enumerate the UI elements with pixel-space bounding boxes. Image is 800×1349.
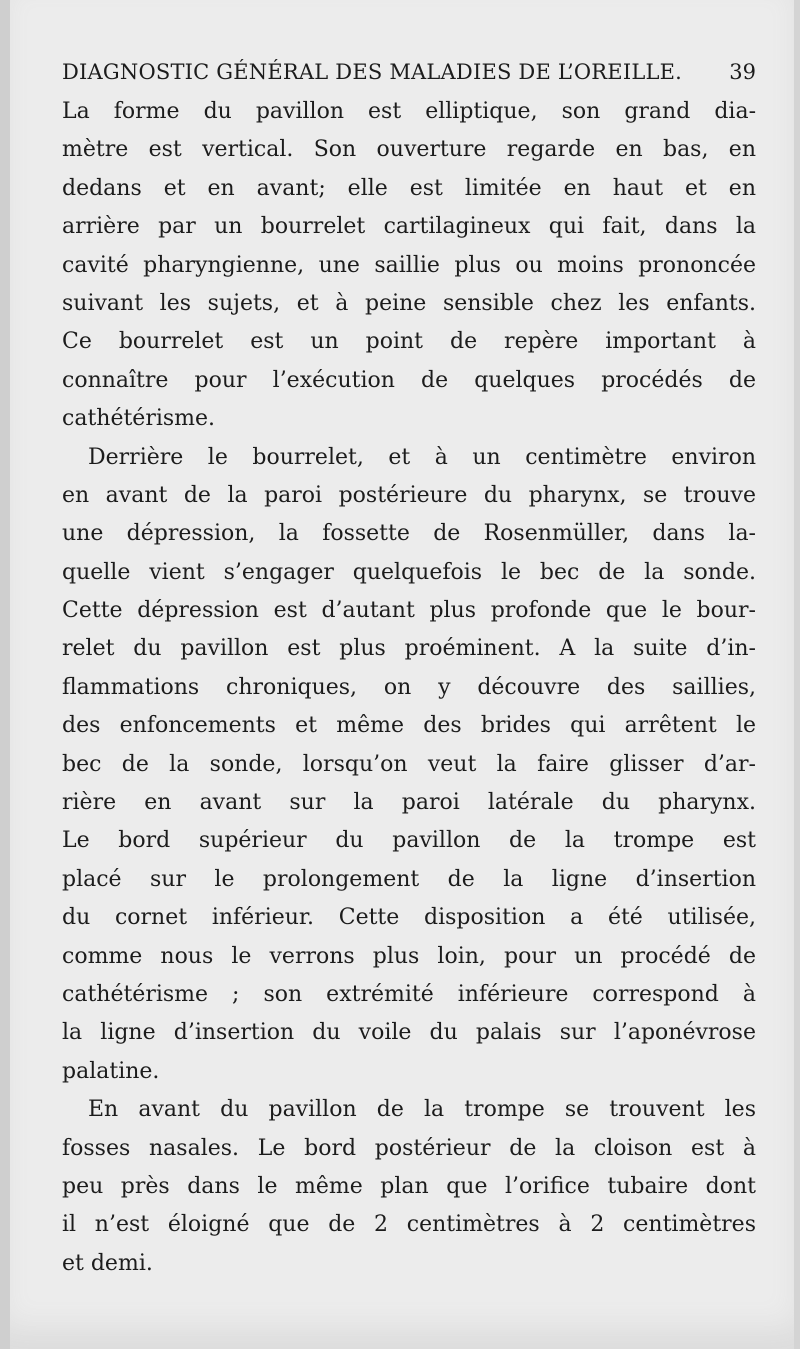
- running-header: [62, 50, 756, 94]
- page-number: 39: [729, 60, 756, 84]
- text-line: arrière par un bourrelet cartilagineux qui fait, dans la: [62, 214, 756, 240]
- text-line: en avant de la paroi postérieure du pharynx, se trouve: [62, 482, 756, 508]
- text-line: La forme du pavillon est elliptique, son grand dia-: [62, 99, 756, 124]
- text-line: comme nous le verrons plus loin, pour un procédé de: [62, 943, 756, 969]
- paragraph-start-line: Derrière le bourrelet, et à un centimètre environ: [88, 444, 756, 470]
- text-line: Ce bourrelet est un point de repère important à: [62, 329, 756, 355]
- text-line: connaître pour l’exécution de quelques procédés de: [62, 367, 756, 393]
- text-line: Cette dépression est d’autant plus profonde que le bour-: [62, 598, 756, 624]
- text-line: palatine.: [62, 1058, 160, 1084]
- text-line: quelle vient s’engager quelquefois le bec de la sonde.: [62, 559, 756, 585]
- body-text: [62, 93, 756, 1283]
- text-line: rière en avant sur la paroi latérale du pharynx.: [62, 790, 756, 816]
- text-line: dedans et en avant; elle est limitée en haut et en: [62, 175, 756, 201]
- text-line: Le bord supérieur du pavillon de la trompe est: [62, 828, 756, 854]
- text-line: la ligne d’insertion du voile du palais sur l’aponévrose: [62, 1020, 756, 1046]
- text-line: des enfoncements et même des brides qui arrêtent le: [62, 713, 756, 739]
- text-line: du cornet inférieur. Cette disposition a été utilisée,: [62, 905, 756, 931]
- text-line: cavité pharyngienne, une saillie plus ou moins prononcée: [62, 252, 756, 278]
- paragraph-start-line: En avant du pavillon de la trompe se trouvent les: [88, 1097, 756, 1123]
- text-line: relet du pavillon est plus proéminent. A la suite d’in-: [62, 636, 756, 662]
- text-line: et demi.: [62, 1250, 153, 1276]
- text-line: cathétérisme ; son extrémité inférieure correspond à: [62, 981, 756, 1007]
- text-line: il n’est éloigné que de 2 centimètres à 2 centimètres: [62, 1212, 756, 1238]
- text-line: bec de la sonde, lorsqu’on veut la faire glisser d’ar-: [62, 751, 756, 777]
- text-line: une dépression, la fossette de Rosenmüller, dans la-: [62, 521, 756, 547]
- text-line: fosses nasales. Le bord postérieur de la cloison est à: [62, 1135, 756, 1161]
- text-line: mètre est vertical. Son ouverture regarde en bas, en: [62, 137, 756, 163]
- text-line: placé sur le prolongement de la ligne d’insertion: [62, 866, 756, 892]
- text-line: flammations chroniques, on y découvre des saillies,: [62, 674, 756, 700]
- text-line: peu près dans le même plan que l’orifice tubaire dont: [62, 1173, 756, 1199]
- text-line: suivant les sujets, et à peine sensible chez les enfants.: [62, 290, 756, 316]
- running-title: DIAGNOSTIC GÉNÉRAL DES MALADIES DE L’OREILLE.: [62, 60, 683, 84]
- text-line: cathétérisme.: [62, 406, 216, 432]
